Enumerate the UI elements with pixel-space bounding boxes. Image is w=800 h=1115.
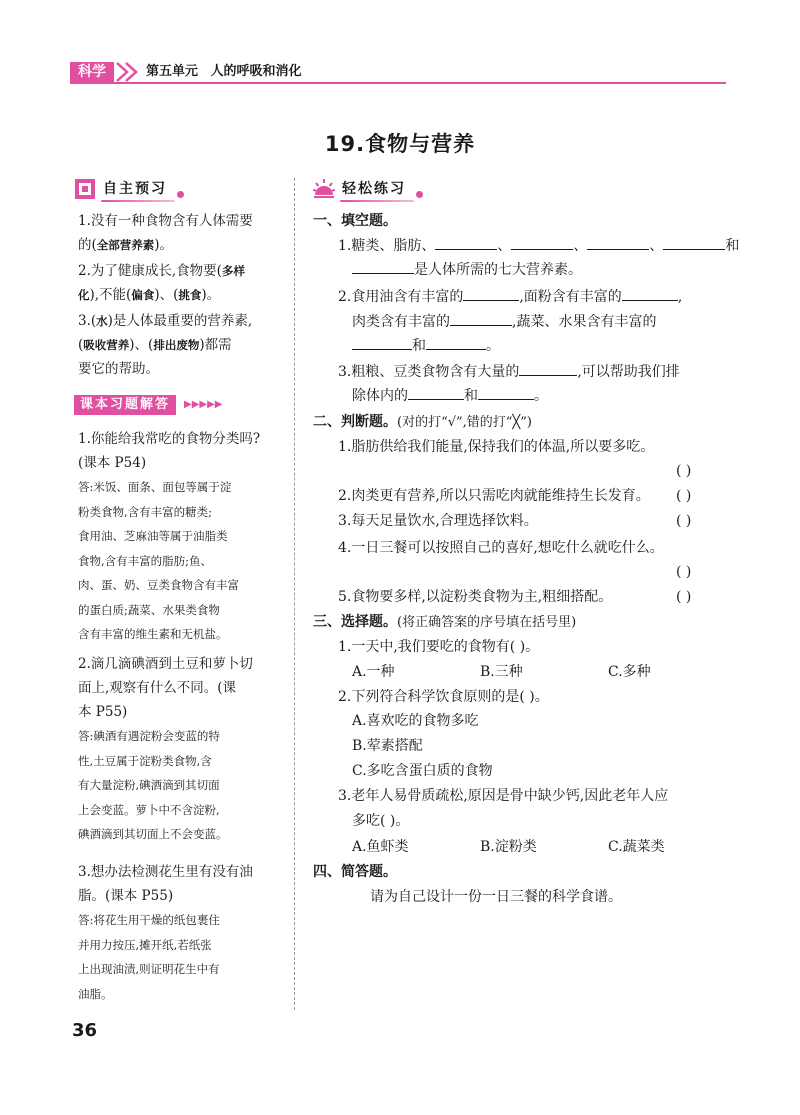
- t1-question: 1.你能给我常吃的食物分类吗?: [78, 431, 261, 447]
- part2-heading: [313, 411, 532, 434]
- section-practice-header: [313, 178, 423, 200]
- fill-q3-text-b: ,可以帮助我们排: [577, 364, 680, 380]
- textbook-q2: [78, 652, 278, 847]
- q1-text-b: 的(: [78, 237, 97, 253]
- section-preview-header: [74, 178, 184, 200]
- t1-answer-line: 食用油、芝麻油等属于油脂类: [78, 529, 228, 543]
- q1-text-a: 1.没有一种食物含有人体需要: [78, 213, 253, 229]
- fill-q2-text-d: 肉类含有丰富的: [352, 314, 450, 330]
- fill-blank[interactable]: [426, 335, 486, 350]
- fill-q2-text-f: 和: [412, 338, 426, 354]
- fill-blank[interactable]: [663, 235, 725, 250]
- q3-answer-3: 排出废物: [153, 338, 200, 352]
- t3-answer: [78, 908, 278, 1006]
- fill-sep: 、: [649, 238, 664, 254]
- choice-q2: 2.下列符合科学饮食原则的是( )。: [338, 689, 549, 705]
- fill-blank[interactable]: [519, 361, 577, 376]
- page-title: 19.食物与营养: [324, 132, 476, 156]
- fill-blank[interactable]: [450, 311, 512, 326]
- choice-q2-option-b[interactable]: B.荤素搭配: [352, 738, 423, 754]
- fill-q2-text-g: 。: [486, 338, 500, 354]
- fill-q3-line2: [352, 385, 742, 407]
- subject-tag: 科学: [70, 62, 114, 82]
- t1-answer-line: 的蛋白质;蔬菜、水果类食物: [78, 602, 220, 617]
- judge-answer-paren[interactable]: ( ): [676, 564, 692, 580]
- fill-blank[interactable]: [435, 235, 497, 250]
- dot-icon: [416, 191, 423, 198]
- t1-answer-line: 含有丰富的维生素和无机盐。: [78, 627, 228, 641]
- q1-text-c: )。: [154, 237, 174, 253]
- q2-answer-1b: 化: [78, 288, 90, 302]
- fill-q2-text-e: ,蔬菜、水果含有丰富的: [512, 314, 657, 330]
- arrow-right-icons: ▶▶▶▶▶: [184, 399, 223, 410]
- t2-ref: 本 P55): [78, 704, 128, 720]
- q2-text-a: 2.为了健康成长,食物要(: [78, 263, 222, 279]
- t3-answer-line: 并用力按压,摊开纸,若纸张: [78, 937, 212, 952]
- short-answer-q: 请为自己设计一份一日三餐的科学食谱。: [370, 889, 622, 905]
- fill-and: 和: [725, 238, 740, 254]
- q3-text-b0: (: [78, 337, 84, 353]
- fill-q3-line1: [338, 361, 728, 383]
- part4-heading: 四、简答题。: [313, 864, 397, 880]
- fill-q3-text-e: 。: [534, 388, 548, 404]
- fill-q2-text-b: ,面粉含有丰富的: [519, 289, 622, 305]
- fill-sep: 、: [573, 238, 588, 254]
- fill-q2-line3: [352, 335, 742, 357]
- q2-text-c: )、(: [154, 287, 179, 303]
- judge-answer-paren[interactable]: ( ): [676, 589, 692, 605]
- fill-q3-text-c: 除体内的: [352, 388, 408, 404]
- t2-answer-line: 性,土豆属于淀粉类食物,含: [78, 753, 212, 768]
- q3-text-b: )、(: [129, 337, 154, 353]
- q2-answer-2: 偏食: [131, 288, 155, 302]
- fill-q1-line1: [338, 235, 740, 257]
- section-title: 自主预习: [101, 178, 175, 200]
- fill-blank[interactable]: [352, 335, 412, 350]
- q3-text-d: 要它的帮助。: [78, 361, 159, 377]
- unit-title: 人的呼吸和消化: [210, 64, 302, 79]
- q2-text-d: )。: [201, 287, 221, 303]
- fill-blank[interactable]: [352, 259, 414, 274]
- choice-q3-option-a[interactable]: A.鱼虾类: [352, 839, 409, 855]
- fill-blank[interactable]: [587, 235, 649, 250]
- textbook-q1: [78, 427, 278, 647]
- fill-q2-text-c: ,: [677, 289, 683, 305]
- t3-question-a: 3.想办法检测花生里有没有油: [78, 864, 253, 880]
- judge-item-3: 3.每天足量饮水,合理选择饮料。: [338, 513, 538, 529]
- unit-header: [146, 62, 302, 82]
- section-title: 轻松练习: [340, 178, 414, 200]
- fill-q2-text-a: 2.食用油含有丰富的: [338, 289, 464, 305]
- t2-question-a: 2.滴几滴碘酒到土豆和萝卜切: [78, 656, 253, 672]
- choice-q1-option-b[interactable]: B.三种: [480, 664, 523, 680]
- unit-number: 第五单元: [146, 64, 199, 79]
- judge-answer-paren[interactable]: ( ): [676, 488, 692, 504]
- part3-heading: [313, 611, 576, 634]
- fill-q2-line2: [352, 311, 742, 333]
- t1-answer-line: 食物,含有丰富的脂肪;鱼、: [78, 553, 213, 568]
- choice-q3-line1: 3.老年人易骨质疏松,原因是骨中缺少钙,因此老年人应: [338, 788, 669, 804]
- fill-blank[interactable]: [622, 286, 678, 301]
- square-book-icon: [74, 178, 96, 200]
- part3-title: 三、选择题。: [313, 614, 397, 630]
- t2-answer-line: 上会变蓝。萝卜中不含淀粉,: [78, 802, 220, 817]
- q2-answer-1: 多样: [221, 264, 245, 278]
- t2-answer-line: 碘酒滴到其切面上不会变蓝。: [78, 827, 228, 841]
- column-divider: [294, 178, 295, 1010]
- judge-item-4: 4.一日三餐可以按照自己的喜好,想吃什么就吃什么。: [338, 540, 664, 556]
- choice-q3-option-b[interactable]: B.淀粉类: [480, 839, 537, 855]
- choice-q1: 1.一天中,我们要吃的食物有( )。: [338, 639, 540, 655]
- part2-note: (对的打“√”,错的打“╳”): [397, 415, 532, 430]
- double-chevron-icon: [114, 60, 144, 84]
- fill-blank[interactable]: [408, 385, 464, 400]
- preview-q2: [78, 259, 278, 307]
- t2-answer-line: 有大量淀粉,碘酒滴到其切面: [78, 778, 220, 792]
- judge-item-1: 1.脂肪供给我们能量,保持我们的体温,所以要多吃。: [338, 439, 655, 455]
- q2-answer-3: 挑食: [178, 288, 202, 302]
- header-rule: [70, 82, 726, 84]
- choice-q1-option-c[interactable]: C.多种: [608, 664, 651, 680]
- q3-text-a0: 3.(: [78, 313, 97, 329]
- choice-q3-line2: 多吃( )。: [352, 813, 410, 829]
- preview-q1: [78, 209, 278, 257]
- preview-q3: [78, 309, 278, 381]
- q3-text-a: )是人体最重要的营养素,: [107, 313, 253, 329]
- textbook-q3: [78, 860, 278, 1006]
- fill-q2-line1: [338, 286, 728, 308]
- q3-text-c: )都需: [199, 337, 232, 353]
- choice-q2-option-c[interactable]: C.多吃含蛋白质的食物: [352, 763, 493, 779]
- choice-q1-option-a[interactable]: A.一种: [352, 664, 395, 680]
- choice-q3-option-c[interactable]: C.蔬菜类: [608, 839, 665, 855]
- t3-answer-line: 答:将花生用干燥的纸包裹住: [78, 913, 220, 927]
- judge-answer-paren[interactable]: ( ): [676, 463, 692, 479]
- t2-answer-line: 答:碘酒有遇淀粉会变蓝的特: [78, 729, 220, 743]
- t2-question-b: 面上,观察有什么不同。(课: [78, 680, 237, 696]
- t1-answer: [78, 475, 278, 647]
- fill-blank[interactable]: [478, 385, 534, 400]
- choice-q2-option-a[interactable]: A.喜欢吃的食物多吃: [352, 713, 479, 729]
- t3-question-b: 脂。(课本 P55): [78, 888, 174, 904]
- part3-note: (将正确答案的序号填在括号里): [397, 615, 577, 630]
- t3-answer-line: 上出现油渍,则证明花生中有: [78, 962, 220, 976]
- section-textbook-header: 课本习题解答: [74, 395, 176, 415]
- page-number: 36: [72, 1020, 98, 1041]
- fill-blank[interactable]: [511, 235, 573, 250]
- t1-ref: (课本 P54): [78, 455, 147, 471]
- dot-icon: [177, 191, 184, 198]
- t1-answer-line: 答:米饭、面条、面包等属于淀: [78, 480, 232, 494]
- fill-q3-text-d: 和: [464, 388, 478, 404]
- t2-answer: [78, 724, 278, 847]
- sun-icon: [313, 178, 335, 200]
- t1-answer-line: 粉类食物,含有丰富的糖类;: [78, 504, 213, 519]
- part2-title: 二、判断题。: [313, 414, 397, 430]
- fill-q1-text-b: 是人体所需的七大营养素。: [414, 262, 582, 278]
- t3-answer-line: 油脂。: [78, 986, 113, 1001]
- t1-answer-line: 肉、蛋、奶、豆类食物含有丰富: [78, 578, 239, 592]
- fill-blank[interactable]: [463, 286, 519, 301]
- q3-answer-2: 吸收营养: [83, 338, 130, 352]
- judge-item-5: 5.食物要多样,以淀粉类食物为主,粗细搭配。: [338, 589, 613, 605]
- q1-answer: 全部营养素: [96, 238, 155, 252]
- q3-answer-1: 水: [96, 314, 108, 328]
- judge-answer-paren[interactable]: ( ): [676, 513, 692, 529]
- fill-sep: 、: [497, 238, 512, 254]
- fill-q3-text-a: 3.粗粮、豆类食物含有大量的: [338, 364, 520, 380]
- part1-heading: 一、填空题。: [313, 213, 397, 229]
- fill-q1-line2: [352, 259, 742, 281]
- fill-q1-text: 1.糖类、脂肪、: [338, 238, 436, 254]
- q2-text-b: ),不能(: [89, 287, 132, 303]
- judge-item-2: 2.肉类更有营养,所以只需吃肉就能维持生长发育。: [338, 488, 650, 504]
